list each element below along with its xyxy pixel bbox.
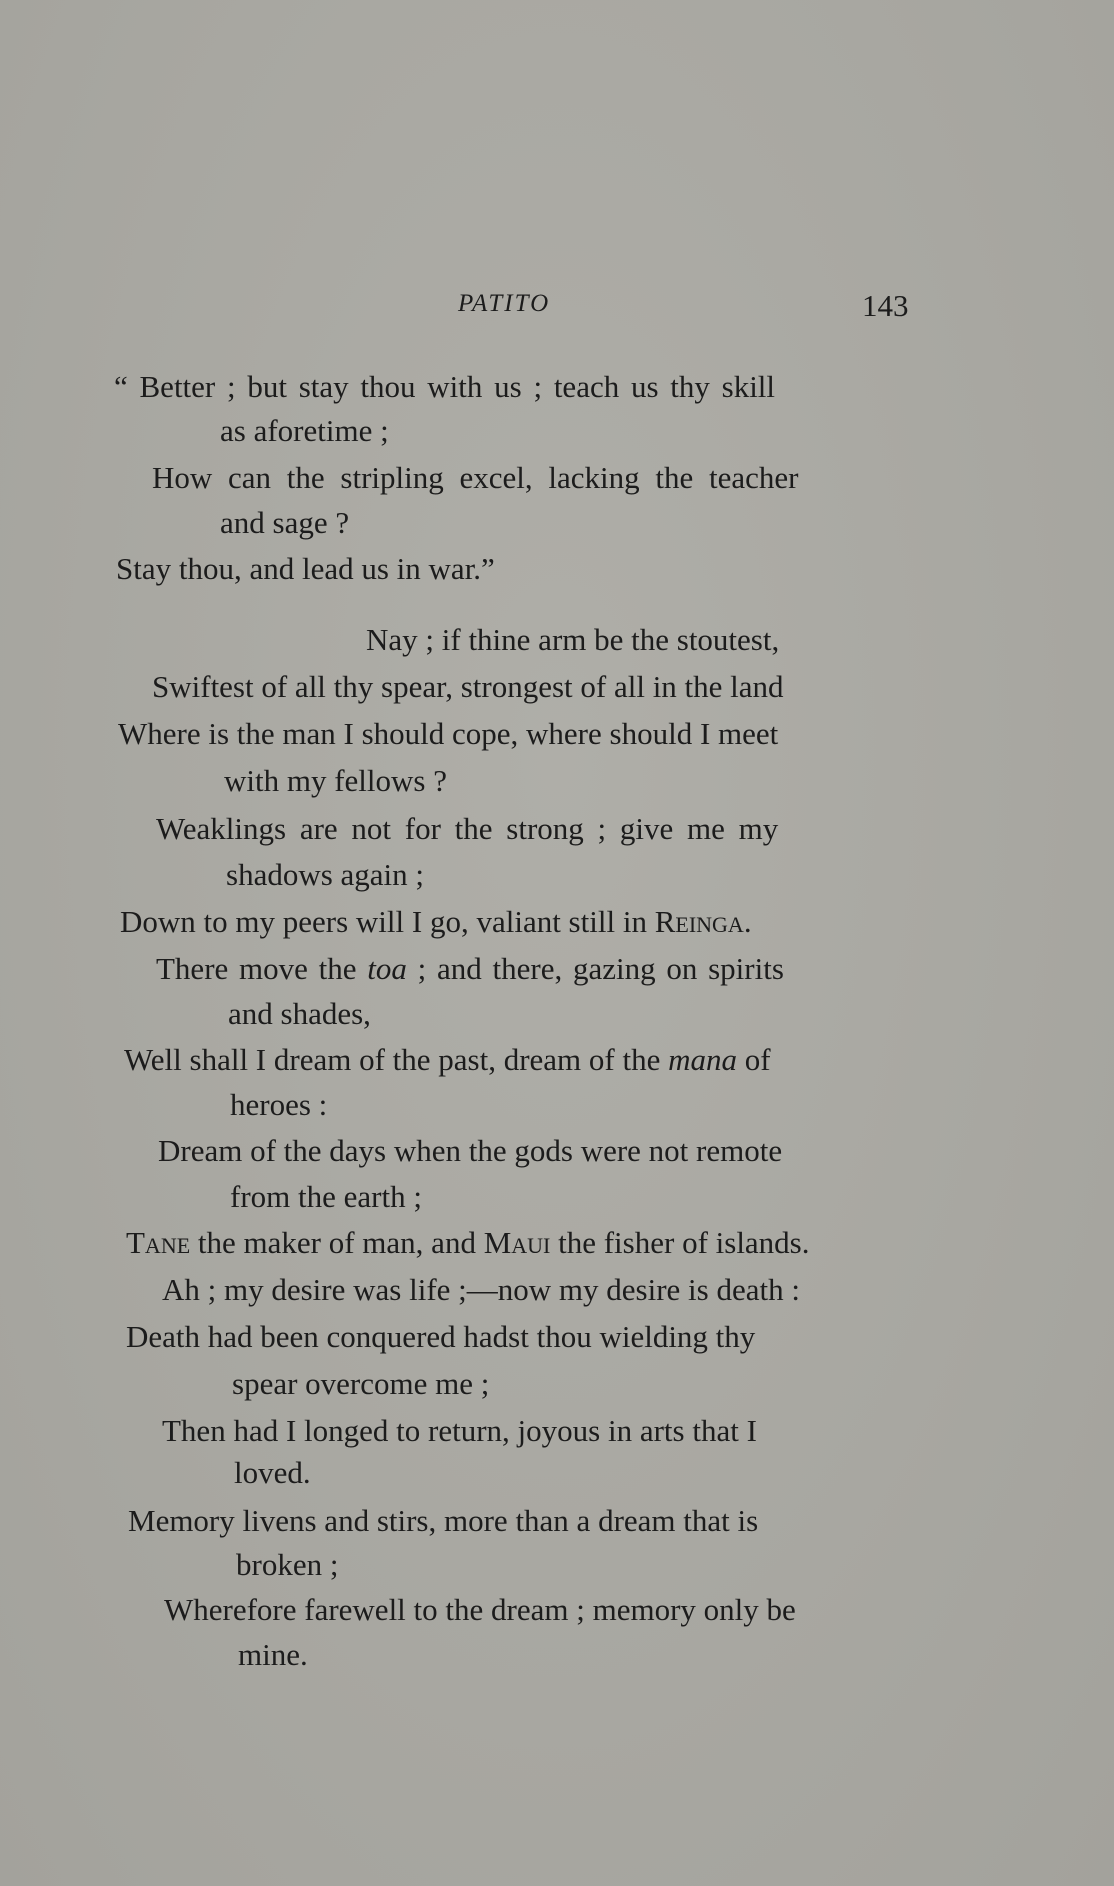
poem-line: spear overcome me ; bbox=[232, 1366, 490, 1401]
poem-text-run: Down to my peers will I go, valiant still in bbox=[120, 904, 655, 939]
poem-line: shadows again ; bbox=[226, 857, 425, 892]
proper-name-maui: Maui bbox=[483, 1225, 551, 1260]
poem-line: and sage ? bbox=[220, 505, 350, 540]
poem-text-run: of bbox=[737, 1042, 771, 1077]
maori-term-mana: mana bbox=[668, 1042, 738, 1077]
maori-term-toa: toa bbox=[367, 951, 407, 986]
poem-line: Wherefore farewell to the dream ; memory only be bbox=[164, 1592, 796, 1627]
poem-line: heroes : bbox=[230, 1087, 328, 1122]
poem-line bbox=[120, 902, 752, 942]
poem-line: Memory livens and stirs, more than a dream that is bbox=[128, 1503, 759, 1538]
poem-line: mine. bbox=[238, 1637, 308, 1672]
poem-line: “ Better ; but stay thou with us ; teach us thy skill bbox=[114, 369, 776, 404]
poem-line: broken ; bbox=[236, 1547, 339, 1582]
poem-line bbox=[124, 1040, 771, 1080]
poem-line: Death had been conquered hadst thou wielding thy bbox=[126, 1319, 756, 1354]
poem-line: Nay ; if thine arm be the stoutest, bbox=[366, 622, 780, 657]
poem-line: Then had I longed to return, joyous in arts that I bbox=[162, 1413, 757, 1448]
poem-text-run: the fisher of islands. bbox=[550, 1225, 810, 1260]
proper-name-reinga: Reinga bbox=[654, 904, 744, 939]
poem-line: Dream of the days when the gods were not remote bbox=[158, 1133, 783, 1168]
poem-text-run: There move the bbox=[156, 951, 368, 986]
poem-text-run: ; and there, gazing on spirits bbox=[406, 951, 784, 986]
poem-line: Ah ; my desire was life ;—now my desire is death : bbox=[162, 1272, 800, 1307]
poem-line: with my fellows ? bbox=[224, 763, 447, 798]
poem-line: and shades, bbox=[228, 996, 371, 1031]
poem-line: How can the stripling excel, lacking the teacher bbox=[152, 460, 799, 495]
poem-line: as aforetime ; bbox=[220, 413, 389, 448]
poem-text-run: the maker of man, and bbox=[190, 1225, 484, 1260]
poem-text-run: Well shall I dream of the past, dream of the bbox=[124, 1042, 669, 1077]
page-number: 143 bbox=[862, 288, 909, 323]
poem-line: Weaklings are not for the strong ; give me my bbox=[156, 811, 779, 846]
poem-line: Swiftest of all thy spear, strongest of all in the land bbox=[152, 669, 784, 704]
poem-line: loved. bbox=[234, 1455, 311, 1490]
poem-text-run: . bbox=[743, 904, 752, 939]
poem-line bbox=[156, 949, 784, 989]
running-title: PATITO bbox=[458, 290, 551, 317]
poem-line: Stay thou, and lead us in war.” bbox=[116, 551, 495, 586]
poem-line bbox=[126, 1223, 810, 1263]
poem-line: from the earth ; bbox=[230, 1179, 422, 1214]
proper-name-tane: Tane bbox=[126, 1225, 191, 1260]
poem-line: Where is the man I should cope, where should I meet bbox=[118, 716, 779, 751]
